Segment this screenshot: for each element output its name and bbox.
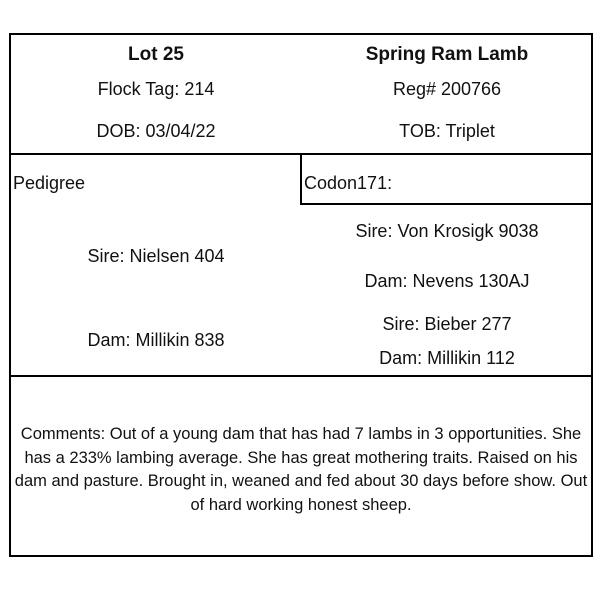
sire: Sire: Nielsen 404 bbox=[87, 246, 225, 266]
codon-label: Codon171: bbox=[304, 173, 393, 193]
type-of-birth: TOB: Triplet bbox=[399, 121, 495, 141]
flock-tag: Flock Tag: 214 bbox=[97, 79, 215, 99]
pedigree-divider bbox=[11, 375, 591, 377]
sire-dam: Dam: Nevens 130AJ bbox=[364, 271, 530, 291]
codon-box-bottom-border bbox=[300, 203, 591, 205]
dam-sire: Sire: Bieber 277 bbox=[382, 314, 512, 334]
sire-sire: Sire: Von Krosigk 9038 bbox=[355, 221, 539, 241]
pedigree-label: Pedigree bbox=[13, 173, 86, 193]
lot-card bbox=[9, 33, 593, 557]
dam: Dam: Millikin 838 bbox=[87, 330, 225, 350]
lot-number: Lot 25 bbox=[128, 44, 184, 65]
registration-number: Reg# 200766 bbox=[392, 79, 502, 99]
lot-category: Spring Ram Lamb bbox=[365, 44, 529, 65]
date-of-birth: DOB: 03/04/22 bbox=[96, 121, 216, 141]
comments-text: Comments: Out of a young dam that has had 7 lambs in 3 opportunities. She has a 233% lambing average. She has great mothering traits. Raised on his dam and pasture. Brought in, weaned and fed about 30 days before show. Out of hard working honest sheep. bbox=[14, 425, 588, 514]
dam-dam: Dam: Millikin 112 bbox=[379, 348, 515, 368]
codon-box-left-border bbox=[300, 153, 302, 205]
